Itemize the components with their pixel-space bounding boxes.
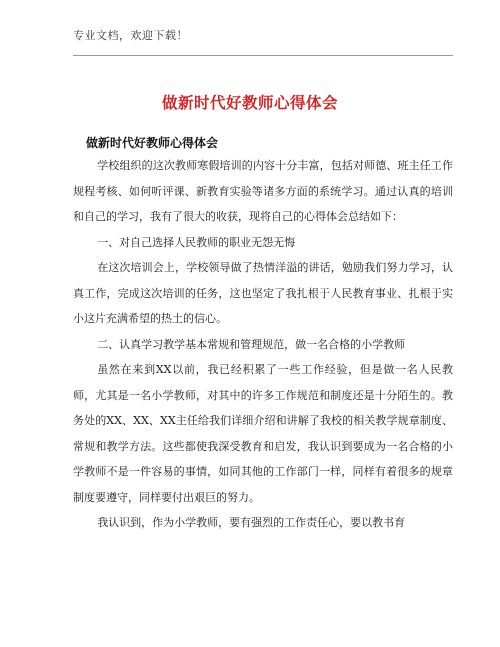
document-body [73, 153, 453, 536]
header-note: 专业文档，欢迎下载！ [73, 29, 188, 42]
paragraph-section-2-continued: 我认识到，作为小学教师，要有强烈的工作责任心，要以教书育 [97, 516, 406, 529]
paragraph-intro: 学校组织的这次教师寒假培训的内容十分丰富，包括对师德、班主任工作规程考核、如何听评课、新教育实验等诸多方面的系统学习。通过认真的培训和自己的学习，我有了很大的收获，现将自己的心得体会总结如下： [73, 159, 453, 223]
paragraph-section-2: 虽然在来到XX以前，我已经积累了一些工作经验，但是做一名人民教师，尤其是一名小学教师，对其中的许多工作规范和制度还是十分陌生的。教务处的XX、XX、XX主任给我们详细介绍和讲解了我校的相关教学规章制度、常规和教学方法。这些都使我深受教育和启发，我认识到要成为一名合格的小学教师不是一件容易的事情，如同其他的工作部门一样，同样有着很多的规章制度要遵守，同样要付出艰巨的努力。 [73, 363, 453, 504]
header-divider [73, 55, 453, 56]
paragraph-section-1: 在这次培训会上，学校领导做了热情洋溢的讲话，勉励我们努力学习，认真工作，完成这次培训的任务，这也坚定了我扎根于人民教育事业、扎根于实小这片充满希望的热土的信心。 [73, 261, 453, 325]
section-heading-1: 一、对自己选择人民教师的职业无怨无悔 [97, 235, 296, 249]
document-subtitle: 做新时代好教师心得体会 [86, 136, 219, 150]
document-title: 做新时代好教师心得体会 [161, 94, 338, 112]
section-heading-2: 二、认真学习教学基本常规和管理规范，做一名合格的小学教师 [97, 337, 406, 351]
